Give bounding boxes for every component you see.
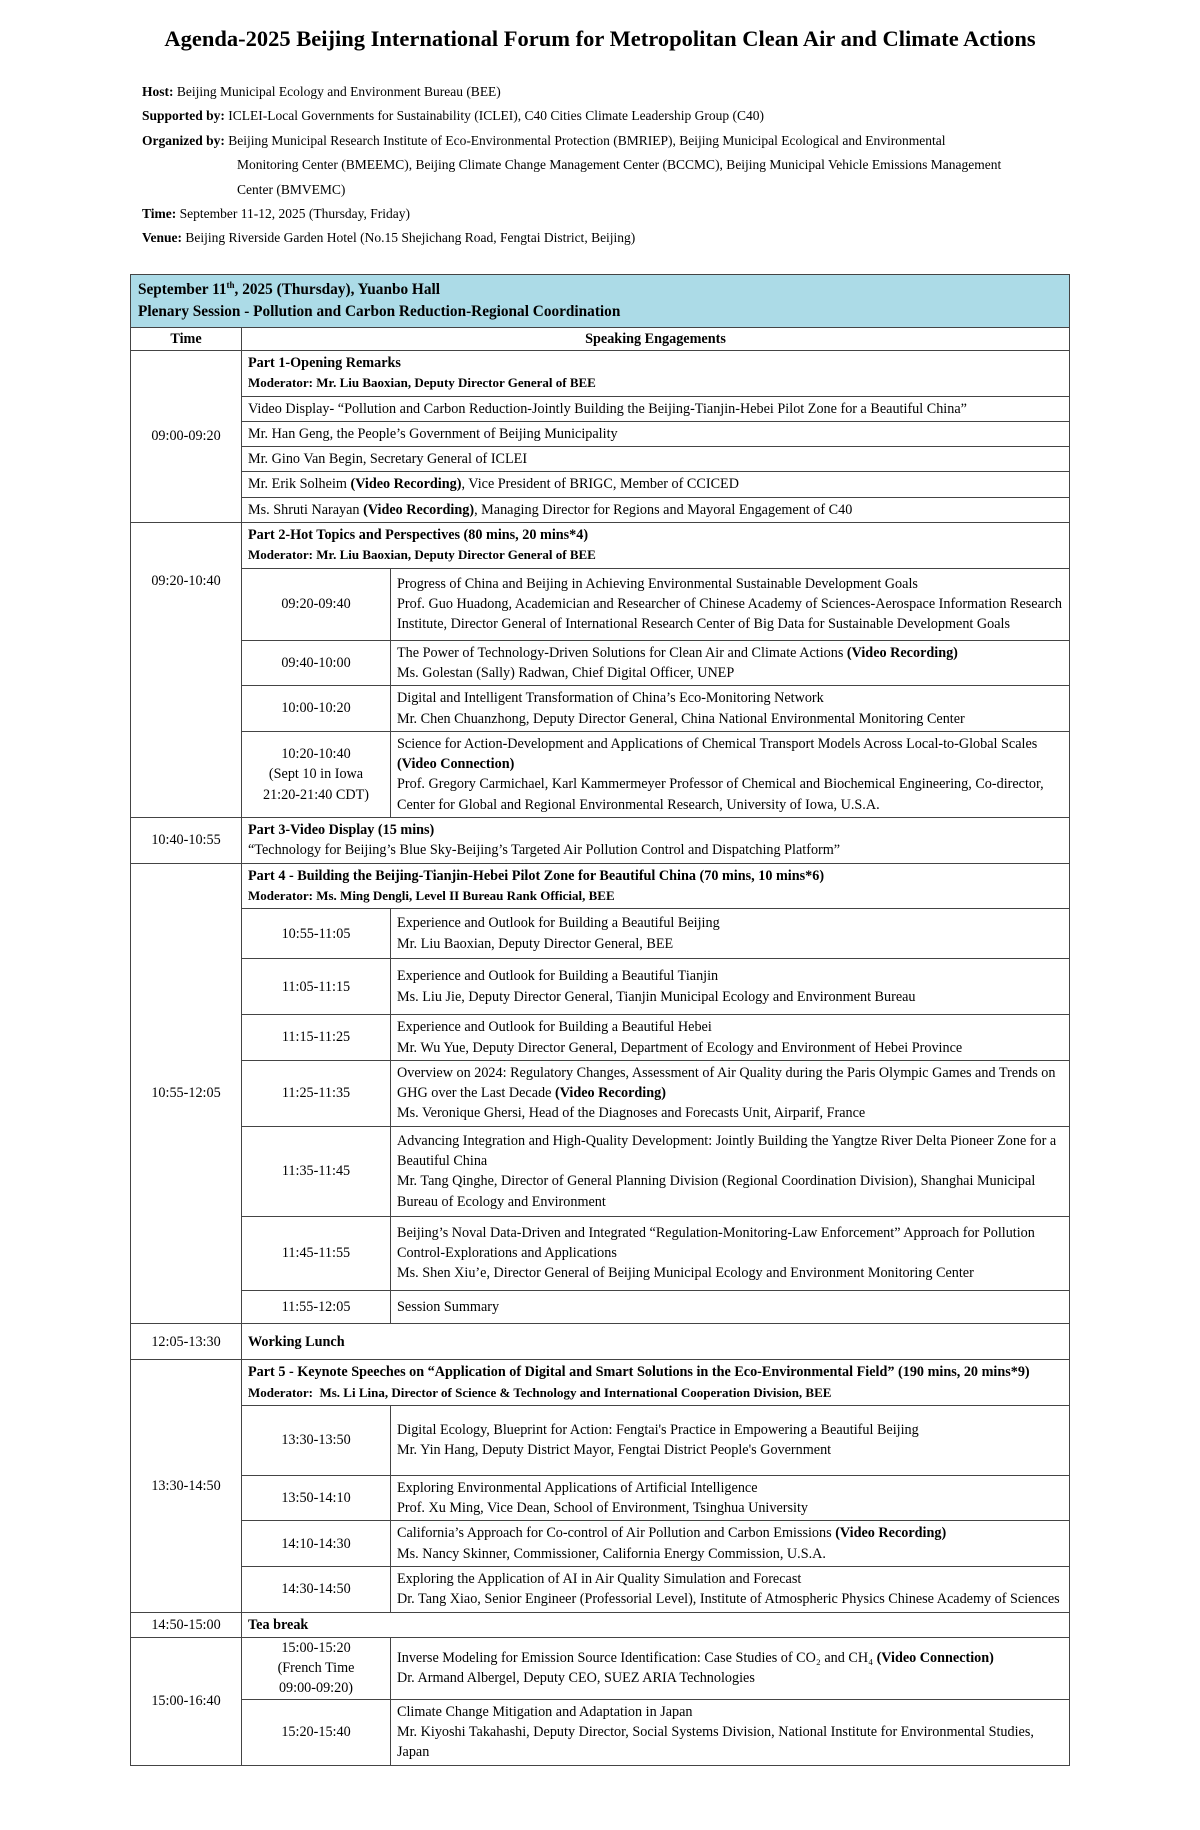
table-row xyxy=(242,959,1069,1015)
part2-item-1-time: 09:20-09:40 xyxy=(242,568,391,640)
part1-speaker-3: Mr. Erik Solheim (Video Recording), Vice President of BRIGC, Member of CCICED xyxy=(242,472,1070,497)
agenda-table xyxy=(130,274,1070,1766)
part2-moderator: Moderator: Mr. Liu Baoxian, Deputy Director General of BEE xyxy=(248,547,596,563)
part4-moderator: Moderator: Ms. Ming Dengli, Level II Bureau Rank Official, BEE xyxy=(248,887,615,903)
lunch-label: Working Lunch xyxy=(242,1324,1070,1360)
table-row xyxy=(242,568,1069,640)
part6-item-2-time: 15:20-15:40 xyxy=(242,1699,391,1764)
part4-item-1: Experience and Outlook for Building a Beautiful Beijing Mr. Liu Baoxian, Deputy Director General, BEE xyxy=(391,909,1070,959)
part5-time: 13:30-14:50 xyxy=(131,1360,242,1612)
part4-title: Part 4 - Building the Beijing-Tianjin-Hebei Pilot Zone for Beautiful China (70 mins, 10 mins*6) xyxy=(248,867,825,884)
part5-item-3-time: 14:10-14:30 xyxy=(242,1521,391,1567)
part6-row xyxy=(131,1637,1070,1765)
part4-item-4-time: 11:25-11:35 xyxy=(242,1060,391,1126)
part6-time: 15:00-16:40 xyxy=(131,1637,242,1765)
part4-item-4: Overview on 2024: Regulatory Changes, Assessment of Air Quality during the Paris Olympic Games and Trends on GHG over the Last Decade (Video Recording) Ms. Veronique Ghersi, Head of the Diagnoses and Forecasts Unit, Airparif, France xyxy=(391,1060,1070,1126)
table-row xyxy=(242,640,1069,686)
host-value: Beijing Municipal Ecology and Environment Bureau (BEE) xyxy=(176,84,501,99)
part1-speaker-2: Mr. Gino Van Begin, Secretary General of ICLEI xyxy=(242,447,1070,472)
table-row xyxy=(242,1360,1069,1405)
part2-title: Part 2-Hot Topics and Perspectives (80 mins, 20 mins*4) xyxy=(248,527,589,544)
part5-item-2: Exploring Environmental Applications of Artificial Intelligence Prof. Xu Ming, Vice Dean, School of Environment, Tsinghua University xyxy=(391,1475,1070,1521)
part4-item-2: Experience and Outlook for Building a Beautiful Tianjin Ms. Liu Jie, Deputy Director General, Tianjin Municipal Ecology and Environment Bureau xyxy=(391,959,1070,1015)
page-title: Agenda-2025 Beijing International Forum for Metropolitan Clean Air and Climate Actions xyxy=(164,26,1036,51)
table-row xyxy=(242,1216,1069,1290)
part2-item-3-time: 10:00-10:20 xyxy=(242,686,391,732)
part3-title: Part 3-Video Display (15 mins) xyxy=(248,822,435,839)
table-row xyxy=(242,1405,1069,1475)
col-time: Time xyxy=(131,328,242,351)
part5-item-1-time: 13:30-13:50 xyxy=(242,1405,391,1475)
table-row xyxy=(131,497,1070,522)
table-row xyxy=(242,1521,1069,1567)
part1-time: 09:00-09:20 xyxy=(131,351,242,523)
part4-item-6-time: 11:45-11:55 xyxy=(242,1216,391,1290)
table-row xyxy=(242,1699,1069,1764)
part4-item-7-time: 11:55-12:05 xyxy=(242,1290,391,1323)
event-info xyxy=(142,80,1072,251)
part1-title: Part 1-Opening Remarks xyxy=(248,355,401,371)
part1-speaker-1: Mr. Han Geng, the People’s Government of Beijing Municipality xyxy=(242,421,1070,446)
host-label: Host: xyxy=(142,84,177,99)
time-value: September 11-12, 2025 (Thursday, Friday) xyxy=(179,206,410,222)
session-title: Plenary Session - Pollution and Carbon Reduction-Regional Coordination xyxy=(138,303,621,320)
part6-item-2: Climate Change Mitigation and Adaptation in Japan Mr. Kiyoshi Takahashi, Deputy Director, Social Systems Division, National Institute for Environmental Studies, Japan xyxy=(391,1699,1070,1764)
table-row xyxy=(242,1060,1069,1126)
part2-item-3: Digital and Intelligent Transformation of China’s Eco-Monitoring Network Mr. Chen Chuanzhong, Deputy Director General, China National Environmental Monitoring Center xyxy=(391,686,1070,732)
organized-line-3: Center (BMVEMC) xyxy=(237,181,346,197)
part5-row xyxy=(131,1360,1070,1612)
part4-item-5: Advancing Integration and High-Quality Development: Jointly Building the Yangtze River Delta Pioneer Zone for a Beautiful China Mr. Tang Qinghe, Director of General Planning Division (Regional Coordination Division), Shanghai Municipal Bureau of Ecology and Environment xyxy=(391,1126,1070,1216)
organized-row-2 xyxy=(142,153,1072,177)
supported-value: ICLEI-Local Governments for Sustainability (ICLEI), C40 Cities Climate Leadership Group (C40) xyxy=(228,108,765,124)
table-row xyxy=(242,1126,1069,1216)
part1-speaker-4: Ms. Shruti Narayan (Video Recording), Managing Director for Regions and Mayoral Engagement of C40 xyxy=(242,497,1070,522)
part4-item-2-time: 11:05-11:15 xyxy=(242,959,391,1015)
part3-time: 10:40-10:55 xyxy=(131,818,242,864)
part6-block xyxy=(242,1637,1070,1765)
table-row xyxy=(131,421,1070,446)
part5-table xyxy=(242,1360,1069,1611)
table-row xyxy=(242,1475,1069,1521)
part5-item-1: Digital Ecology, Blueprint for Action: Fengtai's Practice in Empowering a Beautiful Beijing Mr. Yin Hang, Deputy District Mayor, Fengtai District People's Government xyxy=(391,1405,1070,1475)
tea-label: Tea break xyxy=(242,1612,1070,1637)
time-label: Time: xyxy=(142,206,180,222)
part4-block xyxy=(242,863,1070,1324)
table-row xyxy=(242,1015,1069,1061)
part1-title-row xyxy=(131,351,1070,397)
part6-item-1-time: 15:00-15:20 (French Time 09:00-09:20) xyxy=(242,1638,391,1699)
column-header-row xyxy=(131,328,1070,351)
table-row xyxy=(242,1290,1069,1323)
part3-block xyxy=(242,818,1070,864)
part5-block xyxy=(242,1360,1070,1612)
organized-row xyxy=(142,129,1072,153)
part1-moderator: Moderator: Mr. Liu Baoxian, Deputy Director General of BEE xyxy=(248,375,596,391)
part3-text: “Technology for Beijing’s Blue Sky-Beijing’s Targeted Air Pollution Control and Dispatching Platform” xyxy=(248,842,841,859)
table-row xyxy=(131,472,1070,497)
organized-row-3 xyxy=(142,178,1072,202)
part5-item-4-time: 14:30-14:50 xyxy=(242,1567,391,1612)
table-row xyxy=(242,1567,1069,1612)
table-row xyxy=(242,523,1069,568)
table-row xyxy=(242,909,1069,959)
part2-item-1: Progress of China and Beijing in Achieving Environmental Sustainable Development Goals Prof. Guo Huadong, Academician and Researcher of Chinese Academy of Sciences-Aerospace Information Research Institute, Director General of International Research Center of Big Data for Sustainable Development Goals xyxy=(391,568,1070,640)
part5-header xyxy=(242,1360,1069,1405)
part2-item-4: Science for Action-Development and Applications of Chemical Transport Models Across Local-to-Global Scales (Video Connection) Prof. Gregory Carmichael, Karl Kammermeyer Professor of Chemical and Biochemical Engineering, Co-director, Center for Global and Regional Environmental Research, University of Iowa, U.S.A. xyxy=(391,731,1070,817)
part4-header xyxy=(242,864,1069,909)
table-row xyxy=(242,731,1069,817)
part4-time: 10:55-12:05 xyxy=(131,863,242,1324)
part5-moderator: Moderator: Ms. Li Lina, Director of Science & Technology and International Cooperation Division, BEE xyxy=(248,1384,832,1400)
organized-label: Organized by: xyxy=(142,132,229,148)
host-row xyxy=(142,80,1072,104)
supported-label: Supported by: xyxy=(142,108,229,124)
part2-row xyxy=(131,523,1070,818)
table-row xyxy=(242,1638,1069,1699)
part5-item-3: California’s Approach for Co-control of Air Pollution and Carbon Emissions (Video Recording) Ms. Nancy Skinner, Commissioner, California Energy Commission, U.S.A. xyxy=(391,1521,1070,1567)
part2-table xyxy=(242,523,1069,817)
part4-table xyxy=(242,864,1069,1324)
part4-row xyxy=(131,863,1070,1324)
part3-row xyxy=(131,818,1070,864)
col-speaking: Speaking Engagements xyxy=(242,328,1070,351)
part5-item-2-time: 13:50-14:10 xyxy=(242,1475,391,1521)
table-row xyxy=(131,447,1070,472)
day-header-row xyxy=(131,275,1070,328)
part1-header xyxy=(242,351,1070,397)
part2-item-4-time: 10:20-10:40 (Sept 10 in Iowa 21:20-21:40 CDT) xyxy=(242,731,391,817)
part2-header xyxy=(242,523,1069,568)
part1-video: Video Display- “Pollution and Carbon Reduction-Jointly Building the Beijing-Tianjin-Hebei Pilot Zone for a Beautiful China” xyxy=(242,396,1070,421)
tea-time: 14:50-15:00 xyxy=(131,1612,242,1637)
table-row xyxy=(242,686,1069,732)
table-row xyxy=(242,864,1069,909)
venue-value: Beijing Riverside Garden Hotel (No.15 Shejichang Road, Fengtai District, Beijing) xyxy=(185,230,636,246)
venue-row xyxy=(142,226,1072,250)
tea-row xyxy=(131,1612,1070,1637)
time-row xyxy=(142,202,1072,226)
part4-item-3-time: 11:15-11:25 xyxy=(242,1015,391,1061)
lunch-row xyxy=(131,1324,1070,1360)
part6-table xyxy=(242,1638,1069,1765)
day-header xyxy=(131,275,1070,328)
supported-row xyxy=(142,104,1072,128)
part5-title: Part 5 - Keynote Speeches on “Application of Digital and Smart Solutions in the Eco-Environmental Field” (190 mins, 20 mins*9) xyxy=(248,1364,1030,1381)
table-row xyxy=(131,396,1070,421)
organized-value xyxy=(228,129,1072,153)
part2-item-2: The Power of Technology-Driven Solutions for Clean Air and Climate Actions (Video Recording) Ms. Golestan (Sally) Radwan, Chief Digital Officer, UNEP xyxy=(391,640,1070,686)
day-date: September 11th, 2025 (Thursday), Yuanbo Hall xyxy=(138,279,440,298)
venue-label: Venue: xyxy=(142,230,186,246)
part4-item-7: Session Summary xyxy=(391,1290,1070,1323)
part4-item-3: Experience and Outlook for Building a Beautiful Hebei Mr. Wu Yue, Deputy Director General, Department of Ecology and Environment of Hebei Province xyxy=(391,1015,1070,1061)
part4-item-5-time: 11:35-11:45 xyxy=(242,1126,391,1216)
part4-item-6: Beijing’s Noval Data-Driven and Integrated “Regulation-Monitoring-Law Enforcement” Approach for Pollution Control-Explorations and Applications Ms. Shen Xiu’e, Director General of Beijing Municipal Ecology and Environment Monitoring Center xyxy=(391,1216,1070,1290)
part4-item-1-time: 10:55-11:05 xyxy=(242,909,391,959)
part2-time: 09:20-10:40 xyxy=(131,523,242,818)
organized-line-2: Monitoring Center (BMEEMC), Beijing Climate Change Management Center (BCCMC), Beijing Municipal Vehicle Emissions Management xyxy=(237,157,1002,173)
lunch-time: 12:05-13:30 xyxy=(131,1324,242,1360)
part5-item-4: Exploring the Application of AI in Air Quality Simulation and Forecast Dr. Tang Xiao, Senior Engineer (Professorial Level), Institute of Atmospheric Physics Chinese Academy of Sciences xyxy=(391,1567,1070,1612)
organized-line-1: Beijing Municipal Research Institute of Eco-Environmental Protection (BMRIEP), Beijing Municipal Ecological and Environmental xyxy=(228,132,946,148)
part2-item-2-time: 09:40-10:00 xyxy=(242,640,391,686)
part6-item-1: Inverse Modeling for Emission Source Identification: Case Studies of CO₂ and CH₄ (Video Connection) Dr. Armand Albergel, Deputy CEO, SUEZ ARIA Technologies xyxy=(391,1638,1070,1699)
part2-block xyxy=(242,523,1070,818)
